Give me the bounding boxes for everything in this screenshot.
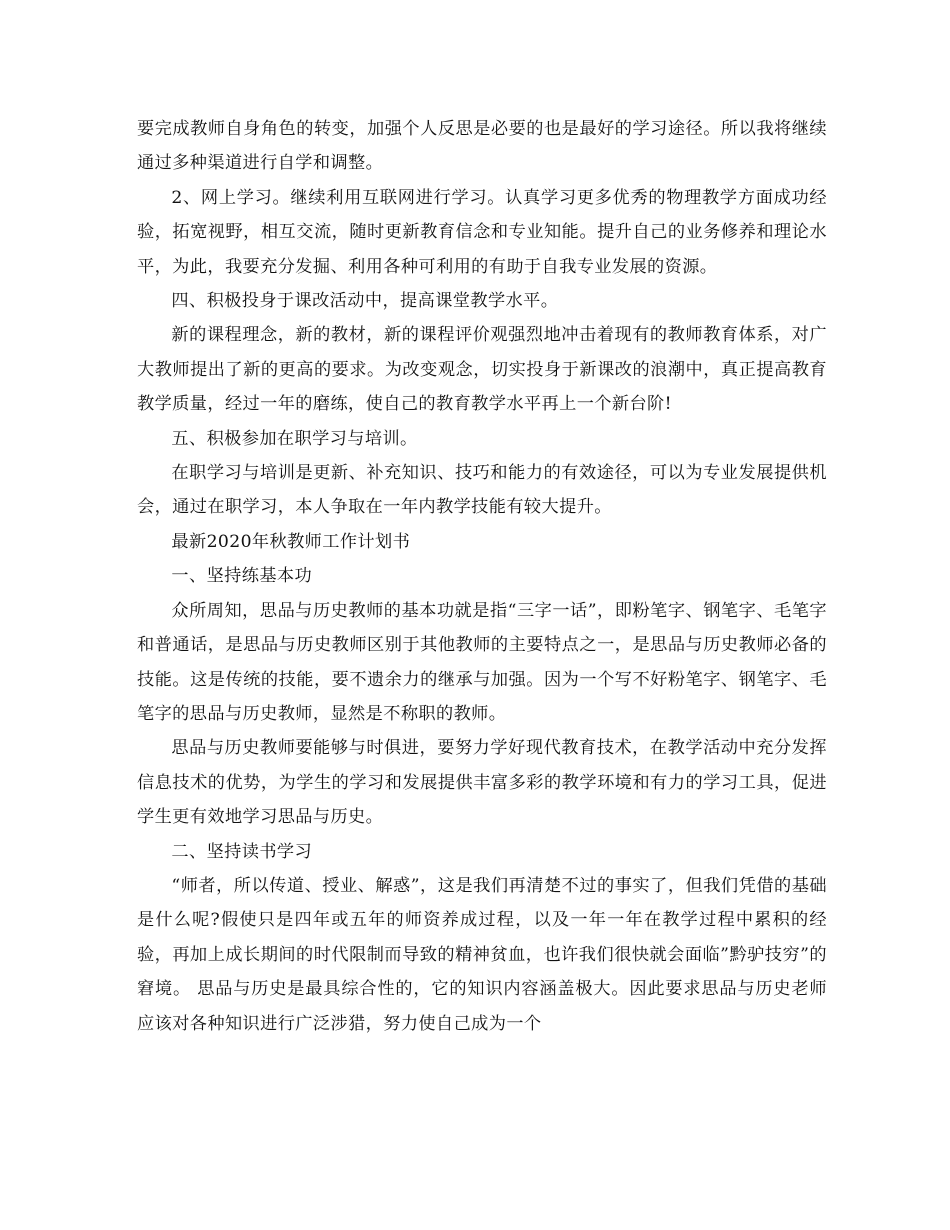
paragraph-new-curriculum: 新的课程理念，新的教材，新的课程评价观强烈地冲击着现有的教师教育体系，对广大教师提出了新的更高的要求。为改变观念，切实投身于新课改的浪潮中，真正提高教育教学质量，经过一年的磨练，使自己的教育教学水平再上一个新台阶! [137, 325, 827, 415]
paragraph-reading-study: “师者，所以传道、授业、解惑”，这是我们再清楚不过的事实了，但我们凭借的基础是什么呢?假使只是四年或五年的师资养成过程，以及一年一年在教学过程中累积的经验，再加上成长期间的时代限制而导致的精神贫血，也许我们很快就会面临”黔驴技穷”的窘境。 思品与历史是最具综合性的，它的知识内容涵盖极大。因此要求思品与历史老师应该对各种知识进行广泛涉猎，努力使自己成为一个 [137, 875, 827, 1034]
heading-reading-study: 二、坚持读书学习 [171, 841, 313, 862]
section-title: 最新2020年秋教师工作计划书 [171, 531, 411, 552]
document-body [137, 112, 827, 1041]
paragraph-modern-technology: 思品与历史教师要能够与时俱进，要努力学好现代教育技术，在教学活动中充分发挥信息技术的优势，为学生的学习和发展提供丰富多彩的教学环境和有力的学习工具，促进学生更有效地学习思品与历史。 [137, 738, 827, 828]
paragraph-in-service-training: 在职学习与培训是更新、补充知识、技巧和能力的有效途径，可以为专业发展提供机会，通过在职学习，本人争取在一年内教学技能有较大提升。 [137, 463, 827, 518]
paragraph-basic-skills: 众所周知，思品与历史教师的基本功就是指“三字一话”，即粉笔字、钢笔字、毛笔字和普通话，是思品与历史教师区别于其他教师的主要特点之一，是思品与历史教师必备的技能。这是传统的技能，要不遗余力的继承与加强。因为一个写不好粉笔字、钢笔字、毛笔字的思品与历史教师，显然是不称职的教师。 [137, 600, 827, 724]
heading-basic-skills: 一、坚持练基本功 [171, 566, 313, 587]
heading-curriculum-reform: 四、积极投身于课改活动中，提高课堂教学水平。 [171, 291, 559, 312]
paragraph-online-learning: 2、网上学习。继续利用互联网进行学习。认真学习更多优秀的物理教学方面成功经验，拓宽视野，相互交流，随时更新教育信念和专业知能。提升自己的业务修养和理论水平，为此，我要充分发掘、利用各种可利用的有助于自我专业发展的资源。 [137, 187, 827, 277]
paragraph-continuation: 要完成教师自身角色的转变，加强个人反思是必要的也是最好的学习途径。所以我将继续通过多种渠道进行自学和调整。 [137, 119, 827, 174]
heading-in-service-training: 五、积极参加在职学习与培训。 [171, 428, 418, 449]
